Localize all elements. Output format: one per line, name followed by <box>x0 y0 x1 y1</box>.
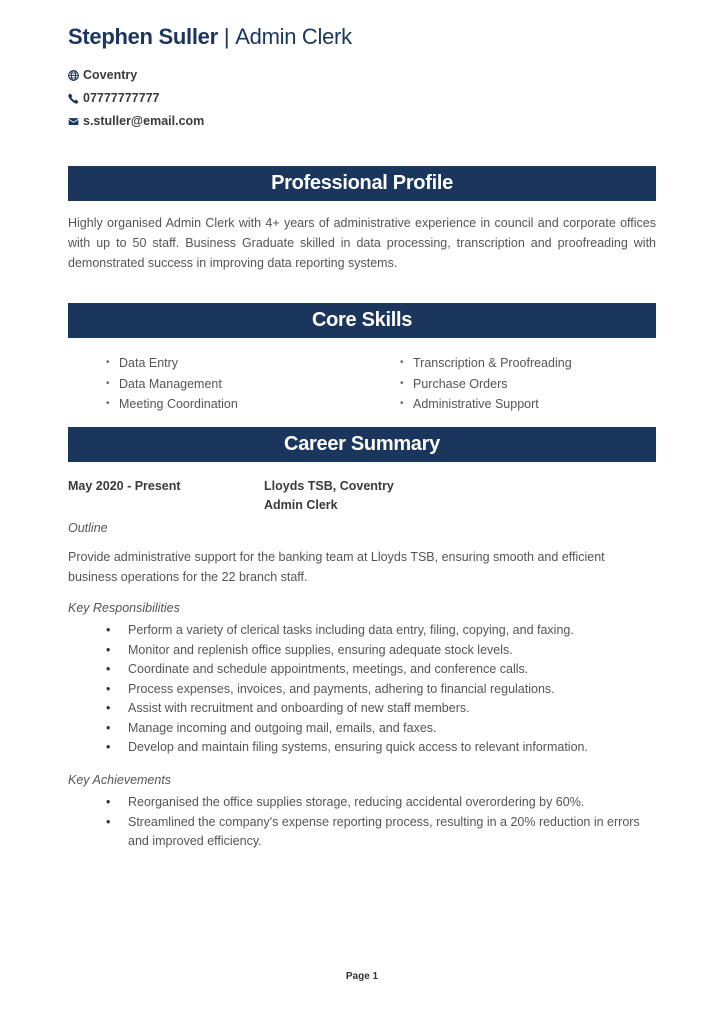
profile-summary: Highly organised Admin Clerk with 4+ years of administrative experience in council and corporate offices with up to 50 staff. Business Graduate skilled in data processing, transcription and proofreading with demonstrated success in improving data reporting systems. <box>68 216 656 270</box>
achievements-list <box>106 793 656 852</box>
skill-item: • Data Entry <box>106 353 238 374</box>
responsibilities-label: Key Responsibilities <box>68 601 180 615</box>
job-role: Admin Clerk <box>264 498 338 512</box>
skills-list-right <box>400 353 572 415</box>
skill-item: • Transcription & Proofreading <box>400 353 572 374</box>
achievement-item: • Reorganised the office supplies storage, reducing accidental overordering by 60%. <box>106 793 656 813</box>
responsibility-item: • Develop and maintain filing systems, ensuring quick access to relevant information. <box>106 738 656 758</box>
skill-item: • Administrative Support <box>400 394 572 415</box>
responsibility-item: • Coordinate and schedule appointments, meetings, and conference calls. <box>106 660 656 680</box>
achievements-label: Key Achievements <box>68 773 172 787</box>
contact-email <box>68 114 204 128</box>
email-text: s.stuller@email.com <box>83 114 205 128</box>
section-heading-career: Career Summary <box>68 427 656 462</box>
responsibilities-list <box>106 621 656 758</box>
responsibility-item: • Process expenses, invoices, and payments, adhering to financial regulations. <box>106 680 656 700</box>
job-dates: May 2020 - Present <box>68 479 181 493</box>
skill-item: • Meeting Coordination <box>106 394 238 415</box>
responsibility-item: • Perform a variety of clerical tasks including data entry, filing, copying, and faxing. <box>106 621 656 641</box>
phone-icon <box>68 93 79 104</box>
contact-phone <box>68 91 159 105</box>
page-number: Page 1 <box>345 971 379 982</box>
name-separator: | <box>223 24 230 49</box>
contact-location <box>68 68 137 82</box>
section-heading-profile: Professional Profile <box>68 166 656 201</box>
responsibility-item: • Manage incoming and outgoing mail, emails, and faxes. <box>106 719 656 739</box>
globe-icon <box>68 70 79 81</box>
envelope-icon <box>68 116 79 127</box>
name-header <box>68 24 352 50</box>
skill-item: • Data Management <box>106 374 238 395</box>
skill-item: • Purchase Orders <box>400 374 572 395</box>
outline-label: Outline <box>68 521 108 535</box>
outline-text: Provide administrative support for the banking team at Lloyds TSB, ensuring smooth and efficient business operations for the 22 branch staff. <box>68 550 605 584</box>
responsibility-item: • Assist with recruitment and onboarding of new staff members. <box>106 699 656 719</box>
section-heading-skills: Core Skills <box>68 303 656 338</box>
candidate-name: Stephen Suller <box>68 24 218 49</box>
location-text: Coventry <box>83 68 138 82</box>
phone-text: 07777777777 <box>83 91 160 105</box>
achievement-item: • Streamlined the company's expense reporting process, resulting in a 20% reduction in errors and improved efficiency. <box>106 813 656 852</box>
job-title: Admin Clerk <box>235 24 352 49</box>
skills-list-left <box>106 353 238 415</box>
job-company: Lloyds TSB, Coventry <box>264 479 394 493</box>
responsibility-item: • Monitor and replenish office supplies, ensuring adequate stock levels. <box>106 641 656 661</box>
